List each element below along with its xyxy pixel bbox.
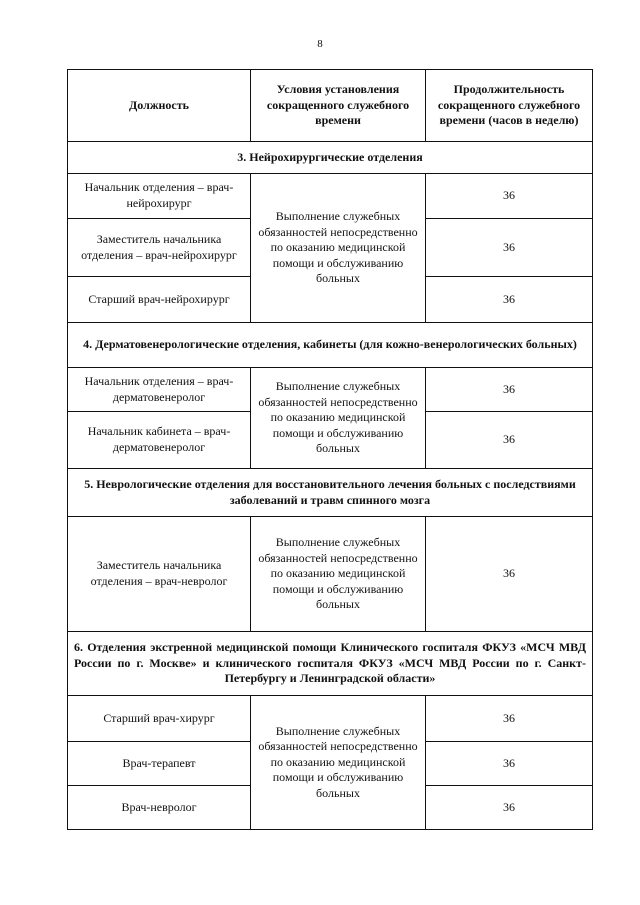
section-header-row [68,323,593,368]
position-cell: Врач-невролог [68,786,251,830]
position-cell: Врач-терапевт [68,742,251,786]
hours-cell: 36 [426,517,593,632]
section-title: 6. Отделения экстренной медицинской помощи Клинического госпиталя ФКУЗ «МСЧ МВД России по г. Москве» и клинического госпиталя ФКУЗ «МСЧ МВД России по г. Санкт-Петербургу и Ленинградской области» [68,632,593,696]
position-cell: Старший врач-нейрохирург [68,277,251,323]
header-conditions: Условия установления сокращенного служебного времени [251,70,426,142]
duty-time-table [67,69,593,830]
hours-cell: 36 [426,412,593,469]
hours-cell: 36 [426,786,593,830]
table-header-row [68,70,593,142]
hours-cell: 36 [426,368,593,412]
condition-cell: Выполнение служебных обязанностей непосредственно по оказанию медицинской помощи и обслуживанию больных [251,696,426,830]
condition-cell: Выполнение служебных обязанностей непосредственно по оказанию медицинской помощи и обслуживанию больных [251,368,426,469]
section-title: 4. Дерматовенерологические отделения, кабинеты (для кожно-венерологических больных) [68,323,593,368]
table-row [68,368,593,412]
hours-cell: 36 [426,174,593,219]
header-position: Должность [68,70,251,142]
position-cell: Начальник кабинета – врач-дерматовенеролог [68,412,251,469]
position-cell: Начальник отделения – врач-дерматовенеролог [68,368,251,412]
position-cell: Заместитель начальника отделения – врач-невролог [68,517,251,632]
condition-cell: Выполнение служебных обязанностей непосредственно по оказанию медицинской помощи и обслуживанию больных [251,517,426,632]
section-header-row [68,142,593,174]
table-row [68,517,593,632]
position-cell: Начальник отделения – врач-нейрохирург [68,174,251,219]
table-row [68,174,593,219]
section-header-row [68,469,593,517]
position-cell: Старший врач-хирург [68,696,251,742]
section-title: 3. Нейрохирургические отделения [68,142,593,174]
position-cell: Заместитель начальника отделения – врач-нейрохирург [68,219,251,277]
page-number: 8 [317,38,323,50]
hours-cell: 36 [426,219,593,277]
table-row [68,696,593,742]
section-title: 5. Неврологические отделения для восстановительного лечения больных с последствиями заболеваний и травм спинного мозга [68,469,593,517]
hours-cell: 36 [426,696,593,742]
section-header-row [68,632,593,696]
header-duration: Продолжительность сокращенного служебного времени (часов в неделю) [426,70,593,142]
condition-cell: Выполнение служебных обязанностей непосредственно по оказанию медицинской помощи и обслуживанию больных [251,174,426,323]
hours-cell: 36 [426,277,593,323]
hours-cell: 36 [426,742,593,786]
